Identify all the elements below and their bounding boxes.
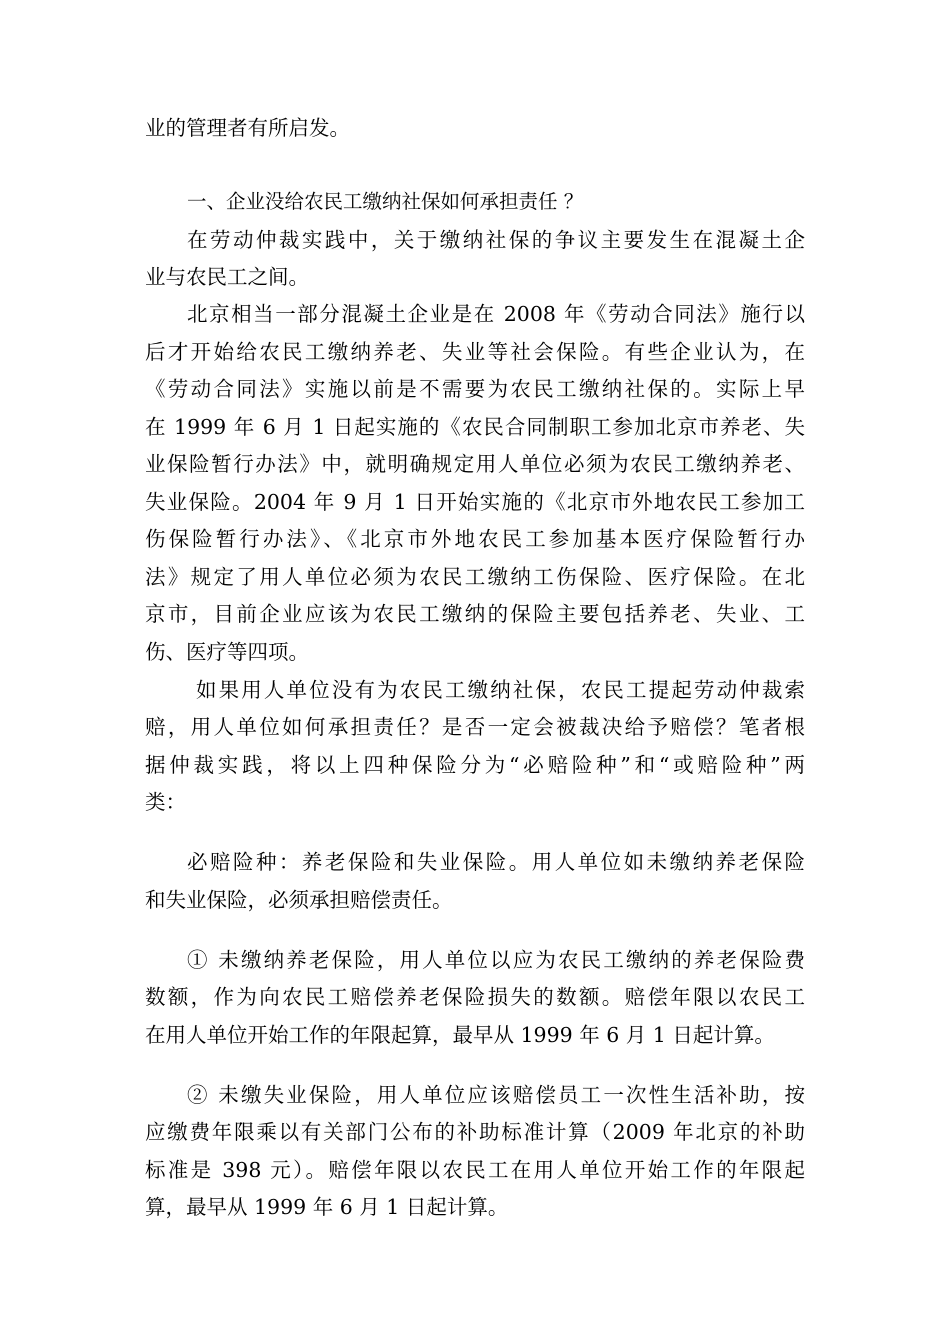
paragraph-line: 失业保险。2004 年 9 月 1 日开始实施的《北京市外地农民工参加工 xyxy=(145,490,805,514)
paragraph-line: 后才开始给农民工缴纳养老、失业等社会保险。有些企业认为，在 xyxy=(145,340,805,364)
paragraph-line: 业保险暂行办法》中，就明确规定用人单位必须为农民工缴纳养老、 xyxy=(145,452,805,476)
paragraph-line: 在用人单位开始工作的年限起算，最早从 1999 年 6 月 1 日起计算。 xyxy=(145,1023,775,1047)
paragraph-line: 据仲裁实践，将以上四种保险分为“必赔险种”和“或赔险种”两 xyxy=(145,753,805,777)
paragraph-line: 在劳动仲裁实践中，关于缴纳社保的争议主要发生在混凝土企 xyxy=(187,228,805,252)
paragraph-line: 标准是 398 元）。赔偿年限以农民工在用人单位开始工作的年限起 xyxy=(145,1158,805,1182)
numbered-item-line: ② 未缴失业保险，用人单位应该赔偿员工一次性生活补助，按 xyxy=(187,1083,805,1107)
paragraph-line: 业的管理者有所启发。 xyxy=(145,116,350,140)
paragraph-line: 数额，作为向农民工赔偿养老保险损失的数额。赔偿年限以农民工 xyxy=(145,985,805,1009)
paragraph-line: 赔，用人单位如何承担责任？是否一定会被裁决给予赔偿？笔者根 xyxy=(145,715,805,739)
paragraph-line: 应缴费年限乘以有关部门公布的补助标准计算（2009 年北京的补助 xyxy=(145,1120,805,1144)
paragraph-line: 伤、医疗等四项。 xyxy=(145,640,309,664)
paragraph-line: 在 1999 年 6 月 1 日起实施的《农民合同制职工参加北京市养老、失 xyxy=(145,415,805,439)
paragraph-line: 如果用人单位没有为农民工缴纳社保，农民工提起劳动仲裁索 xyxy=(196,678,805,702)
paragraph-line: 《劳动合同法》实施以前是不需要为农民工缴纳社保的。实际上早 xyxy=(145,377,805,401)
paragraph-line: 必赔险种：养老保险和失业保险。用人单位如未缴纳养老保险 xyxy=(187,850,805,874)
paragraph-line: 业与农民工之间。 xyxy=(145,265,309,289)
paragraph-line: 类： xyxy=(145,790,186,814)
paragraph-line: 伤保险暂行办法》、《北京市外地农民工参加基本医疗保险暂行办 xyxy=(145,527,805,551)
paragraph-line: 算，最早从 1999 年 6 月 1 日起计算。 xyxy=(145,1195,509,1219)
paragraph-line: 和失业保险，必须承担赔偿责任。 xyxy=(145,888,453,912)
paragraph-line: 京市，目前企业应该为农民工缴纳的保险主要包括养老、失业、工 xyxy=(145,602,805,626)
numbered-item-line: ① 未缴纳养老保险，用人单位以应为农民工缴纳的养老保险费 xyxy=(187,948,805,972)
section-heading: 一、企业没给农民工缴纳社保如何承担责任 ？ xyxy=(187,190,584,213)
paragraph-line: 北京相当一部分混凝土企业是在 2008 年《劳动合同法》施行以 xyxy=(187,302,805,326)
paragraph-line: 法》规定了用人单位必须为农民工缴纳工伤保险、医疗保险。在北 xyxy=(145,565,805,589)
